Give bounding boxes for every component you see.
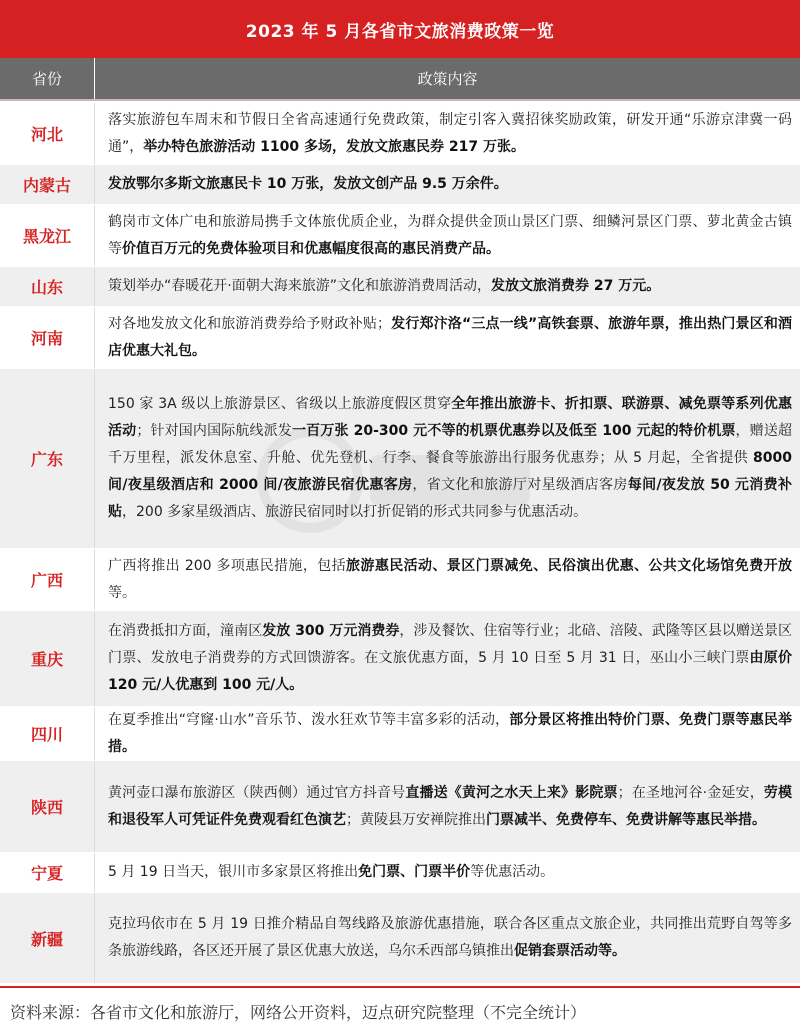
policy-text: 对各地发放文化和旅游消费券给予财政补贴； xyxy=(108,315,392,332)
table-body xyxy=(0,103,800,984)
policy-text: 在夏季推出“穹窿·山水”音乐节、泼水狂欢节等丰富多彩的活动， xyxy=(108,711,510,728)
table-row xyxy=(0,893,800,984)
policy-text: ；针对国内国际航线派发 xyxy=(136,423,292,439)
policy-text: 落实旅游包车周末和节假日全省高速通行免费政策，制定引客入冀招徕奖励政策，研发开通“乐游京津冀一码通”， xyxy=(108,111,792,155)
policy-text: ；黄陵县万安禅院推出 xyxy=(346,811,486,828)
table-row xyxy=(0,103,800,165)
province-cell: 山东 xyxy=(0,267,95,306)
policy-text: ，赠送超千万里程，派发休息室、升舱、优先登机、行李、餐食等旅游出行服务优惠券；从 5 月起，全省提供 xyxy=(108,423,792,466)
table-row xyxy=(0,549,800,611)
policy-cell xyxy=(95,165,800,204)
policy-text: 150 家 3A 级以上旅游景区、省级以上旅游度假区贯穿 xyxy=(108,396,452,412)
policy-text-bold: 促销套票活动等。 xyxy=(514,943,626,959)
source-note: 资料来源：各省市文化和旅游厅，网络公开资料，迈点研究院整理（不完全统计） xyxy=(0,986,800,1034)
table-row xyxy=(0,761,800,853)
policy-cell xyxy=(95,853,800,892)
policy-text-bold: 发放 300 万元消费券 xyxy=(262,623,400,639)
policy-text: 黄河壶口瀑布旅游区（陕西侧）通过官方抖音号 xyxy=(108,784,406,801)
policy-cell xyxy=(95,707,800,760)
policy-text: ；在圣地河谷·金延安， xyxy=(617,784,764,801)
policy-text: 广西将推出 200 多项惠民措施，包括 xyxy=(108,557,347,574)
policy-text-bold: 8000 间/夜星级酒店和 2000 间/夜旅游民宿优惠客房 xyxy=(108,450,792,493)
policy-text: ，200 多家星级酒店、旅游民宿同时以打折促销的形式共同参与优惠活动。 xyxy=(122,504,588,520)
policy-text-bold: 部分景区将推出特价门票、免费门票等惠民举措。 xyxy=(108,711,792,755)
header-province: 省份 xyxy=(0,58,95,99)
policy-cell xyxy=(95,549,800,610)
policy-text: ，省文化和旅游厅对星级酒店客房 xyxy=(412,477,628,493)
header-content: 政策内容 xyxy=(417,70,478,88)
table-row xyxy=(0,205,800,267)
policy-cell xyxy=(95,307,800,368)
policy-text-bold: 一百万张 20-300 元不等的机票优惠券以及低至 100 元起的特价机票 xyxy=(292,423,736,439)
policy-text: ，涉及餐饮、住宿等行业；北碚、涪陵、武隆等区县以赠送景区门票、发放电子消费券的方式回馈游客。在文旅优惠方面，5 月 10 日至 5 月 31 日，巫山小三峡门票 xyxy=(108,623,793,666)
province-cell: 河南 xyxy=(0,307,95,368)
province-cell: 重庆 xyxy=(0,611,95,706)
policy-cell xyxy=(95,267,800,306)
table-row xyxy=(0,165,800,205)
policy-text-bold: 门票减半、免费停车、免费讲解等惠民举措。 xyxy=(486,811,766,828)
table-header xyxy=(0,58,800,101)
policy-text: 在消费抵扣方面，潼南区 xyxy=(108,623,263,639)
policy-text-bold: 免门票、门票半价 xyxy=(358,864,471,880)
policy-text-bold: 旅游惠民活动、景区门票减免、民俗演出优惠、公共文化场馆免费开放 xyxy=(346,557,792,574)
policy-text-bold: 发放文旅消费券 27 万元。 xyxy=(490,278,661,294)
policy-text: 5 月 19 日当天，银川市多家景区将推出 xyxy=(108,864,359,880)
policy-text-bold: 价值百万元的免费体验项目和优惠幅度很高的惠民消费产品。 xyxy=(122,240,500,257)
policy-text-bold: 举办特色旅游活动 1100 多场，发放文旅惠民券 217 万张。 xyxy=(143,138,525,155)
province-cell: 河北 xyxy=(0,103,95,164)
table-title: 2023 年 5 月各省市文旅消费政策一览 xyxy=(0,0,800,58)
table-row xyxy=(0,307,800,369)
policy-cell xyxy=(95,761,800,852)
province-cell: 广东 xyxy=(0,369,95,548)
province-cell: 新疆 xyxy=(0,893,95,983)
policy-text-bold: 由原价 120 元/人优惠到 100 元/人。 xyxy=(108,650,793,693)
policy-cell xyxy=(95,893,800,983)
province-cell: 四川 xyxy=(0,707,95,760)
policy-text-bold: 直播送《黄河之水天上来》影院票 xyxy=(405,784,618,801)
policy-cell xyxy=(95,205,800,266)
policy-text-bold: 发行郑汴洛“三点一线”高铁套票、旅游年票，推出热门景区和酒店优惠大礼包。 xyxy=(108,315,793,359)
table-row xyxy=(0,707,800,761)
province-cell: 广西 xyxy=(0,549,95,610)
policy-text: 策划举办“春暖花开·面朝大海来旅游”文化和旅游消费周活动， xyxy=(108,278,491,294)
table-row xyxy=(0,853,800,893)
policy-text: 等优惠活动。 xyxy=(470,864,555,880)
policy-text: 克拉玛依市在 5 月 19 日推介精品自驾线路及旅游优惠措施，联合各区重点文旅企业，共同推出荒野自驾等多条旅游线路，各区还开展了景区优惠大放送，乌尔禾西部乌镇推出 xyxy=(108,916,792,959)
policy-text-bold: 每间/夜发放 50 元消费补贴 xyxy=(108,477,793,520)
policy-cell xyxy=(95,611,800,706)
policy-text: 等。 xyxy=(108,584,136,601)
policy-text-bold: 劳模和退役军人可凭证件免费观看红色演艺 xyxy=(108,784,793,828)
table-row xyxy=(0,611,800,707)
table-row xyxy=(0,267,800,307)
table-row xyxy=(0,369,800,549)
policy-cell xyxy=(95,369,800,548)
province-cell: 黑龙江 xyxy=(0,205,95,266)
province-cell: 宁夏 xyxy=(0,853,95,892)
policy-text: 鹤岗市文体广电和旅游局携手文体旅优质企业，为群众提供金顶山景区门票、细鳞河景区门票、萝北黄金古镇等 xyxy=(108,213,792,257)
province-cell: 陕西 xyxy=(0,761,95,852)
province-cell: 内蒙古 xyxy=(0,165,95,204)
policy-text-bold: 全年推出旅游卡、折扣票、联游票、减免票等系列优惠活动 xyxy=(108,396,792,439)
policy-text-bold: 发放鄂尔多斯文旅惠民卡 10 万张，发放文创产品 9.5 万余件。 xyxy=(108,176,508,192)
policy-cell xyxy=(95,103,800,164)
